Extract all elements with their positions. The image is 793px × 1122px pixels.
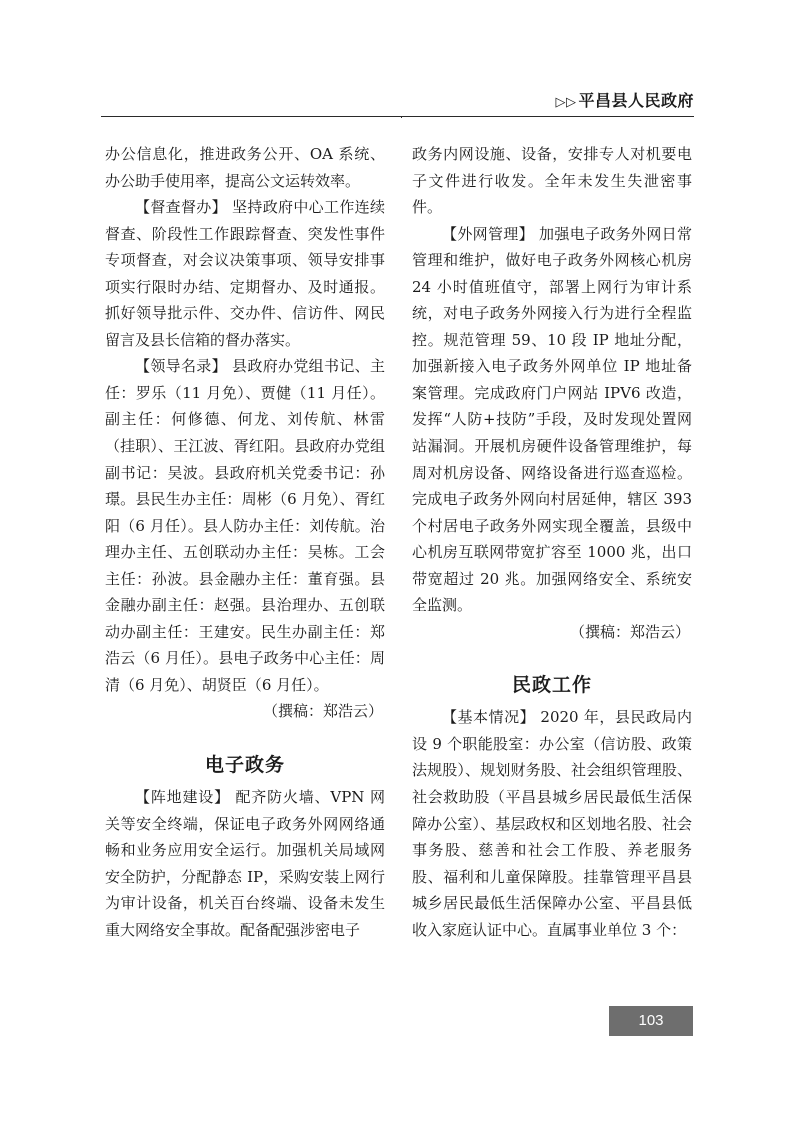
header-rule <box>101 116 694 117</box>
paragraph-infrastructure <box>105 784 385 943</box>
author-byline: （撰稿：郑浩云） <box>569 622 690 641</box>
paragraph-continued: 办公信息化，推进政务公开、OA 系统、办公助手使用率，提高公文运转效率。 <box>105 145 385 190</box>
column-divider <box>401 117 402 118</box>
left-column <box>105 141 385 943</box>
paragraph-text: 县政府办党组书记、主任：罗乐（11 月免）、贾健（11 月任）。副主任：何修德、何龙、刘传航、林雷（挂职）、王江波、胥红阳。县政府办党组副书记：吴波。县政府机关党委书记：孙璟。县民生办主任：周彬（6 月免）、胥红阳（6 月任）。县人防办主任：刘传航。治理办主任、五创联动办主任：吴栋。工会主任：孙波。县金融办主任：董育强。县金融办副主任：赵强。县治理办、五创联动办副主任：王建安。民生办副主任：郑浩云（6 月任）。县电子政务中心主任：周清（6 月免）、胡贤臣（6 月任）。 <box>105 357 385 694</box>
paragraph-text: 加强电子政务外网日常管理和维护，做好电子政务外网核心机房 24 小时值班值守，部署上网行为审计系统，对电子政务外网接入行为进行全程监控。规范管理 59、10 段 IP 地址分配，加强新接入电子政务外网单位 IP 地址备案管理。完成政府门户网站 IPV6 改造，发挥“人防+技防”手段，及时发现处置网站漏洞。开展机房硬件设备管理维护，每周对机房设备、网络设备进行巡查巡检。完成电子政务外网向村居延伸，辖区 393 个村居电子政务外网实现全覆盖，县级中心机房互联网带宽扩容至 1000 兆，出口带宽超过 20 兆。加强网络安全、系统安全监测。 <box>412 224 692 615</box>
paragraph-label: 【基本情况】 <box>442 708 536 727</box>
right-column <box>412 141 692 943</box>
running-header-title: 平昌县人民政府 <box>578 91 694 110</box>
paragraph-text: 2020 年，县民政局内设 9 个职能股室：办公室（信访股、政策法规股）、规划财务股、社会组织管理股、社会救助股（平昌县城乡居民最低生活保障办公室）、基层政权和区划地名股、社会事务股、慈善和社会工作股、养老服务股、福利和儿童保障股。挂靠管理平昌县城乡居民最低生活保障办公室、平昌县低收入家庭认证中心。直属事业单位 3 个： <box>412 708 692 939</box>
paragraph-text: 坚持政府中心工作连续督查、阶段性工作跟踪督查、突发性事件专项督查，对会议决策事项、领导安排事项实行限时办结、定期督办、及时通报。抓好领导批示件、交办件、信访件、网民留言及县长信箱的督办落实。 <box>105 198 385 349</box>
paragraph-extranet <box>412 221 692 619</box>
section-title-civil-affairs: 民政工作 <box>511 674 592 697</box>
paragraph-leaders <box>105 353 385 698</box>
paragraph-continued: 政务内网设施、设备，安排专人对机要电子文件进行收发。全年未发生失泄密事件。 <box>412 145 692 217</box>
paragraph-label: 【阵地建设】 <box>135 788 230 807</box>
paragraph-label: 【领导名录】 <box>135 357 227 376</box>
double-triangle-icon: ▷▷ <box>555 95 577 110</box>
running-header <box>555 88 694 111</box>
author-byline: （撰稿：郑浩云） <box>262 702 383 721</box>
section-title-e-government: 电子政务 <box>204 754 285 777</box>
paragraph-basic-info <box>412 704 692 943</box>
paragraph-label: 【外网管理】 <box>442 224 534 243</box>
paragraph-text: 配齐防火墙、VPN 网关等安全终端，保证电子政务外网网络通畅和业务应用安全运行。加强机关局域网安全防护，分配静态 IP，采购安装上网行为审计设备，机关百台终端、设备未发生重大网络安全事故。配备配强涉密电子 <box>105 788 385 939</box>
page-number: 103 <box>609 1006 693 1036</box>
paragraph-supervision <box>105 194 385 353</box>
paragraph-label: 【督查督办】 <box>135 198 227 217</box>
